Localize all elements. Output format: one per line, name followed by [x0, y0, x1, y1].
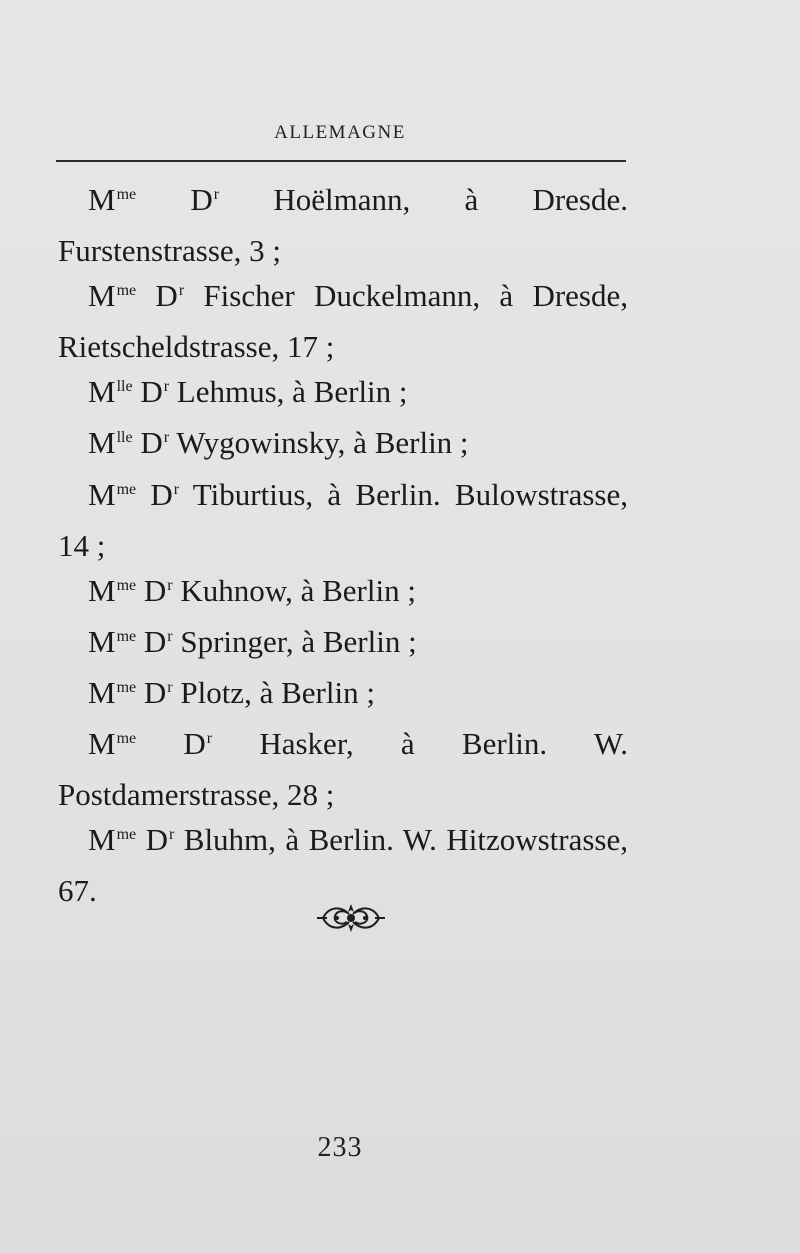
fleuron-ornament-icon	[315, 900, 387, 936]
page-number: 233	[317, 1132, 363, 1163]
list-item: $M^{me}$ $D^r$ Kuhnow, à Berlin ;	[88, 572, 416, 608]
list-item: $M^{lle}$ $D^r$ Wygowinsky, à Berlin ;	[88, 425, 469, 461]
running-head: ALLEMAGNE	[274, 122, 406, 143]
list-item: $M^{me}$ $D^r$ Plotz, à Berlin ;	[88, 674, 375, 710]
list-item: $M^{me}$ $D^r$ Hoëlmann, à Dresde. Furstenstrasse, 3 ;	[58, 182, 629, 269]
list-item: $M^{me}$ $D^r$ Springer, à Berlin ;	[88, 623, 417, 659]
list-item: $M^{me}$ $D^r$ Tiburtius, à Berlin. Bulowstrasse, 14 ;	[58, 476, 628, 563]
list-item: $M^{me}$ $D^r$ Hasker, à Berlin. W. Postdamerstrasse, 28 ;	[58, 726, 628, 813]
list-item: $M^{me}$ $D^r$ Fischer Duckelmann, à Dresde, Rietscheldstrasse, 17 ;	[58, 278, 629, 365]
list-item: $M^{lle}$ $D^r$ Lehmus, à Berlin ;	[88, 374, 408, 410]
list-item: $M^{me}$ $D^r$ Bluhm, à Berlin. W. Hitzowstrasse, 67.	[58, 822, 629, 909]
header-rule	[56, 160, 626, 162]
address-list	[58, 177, 628, 913]
